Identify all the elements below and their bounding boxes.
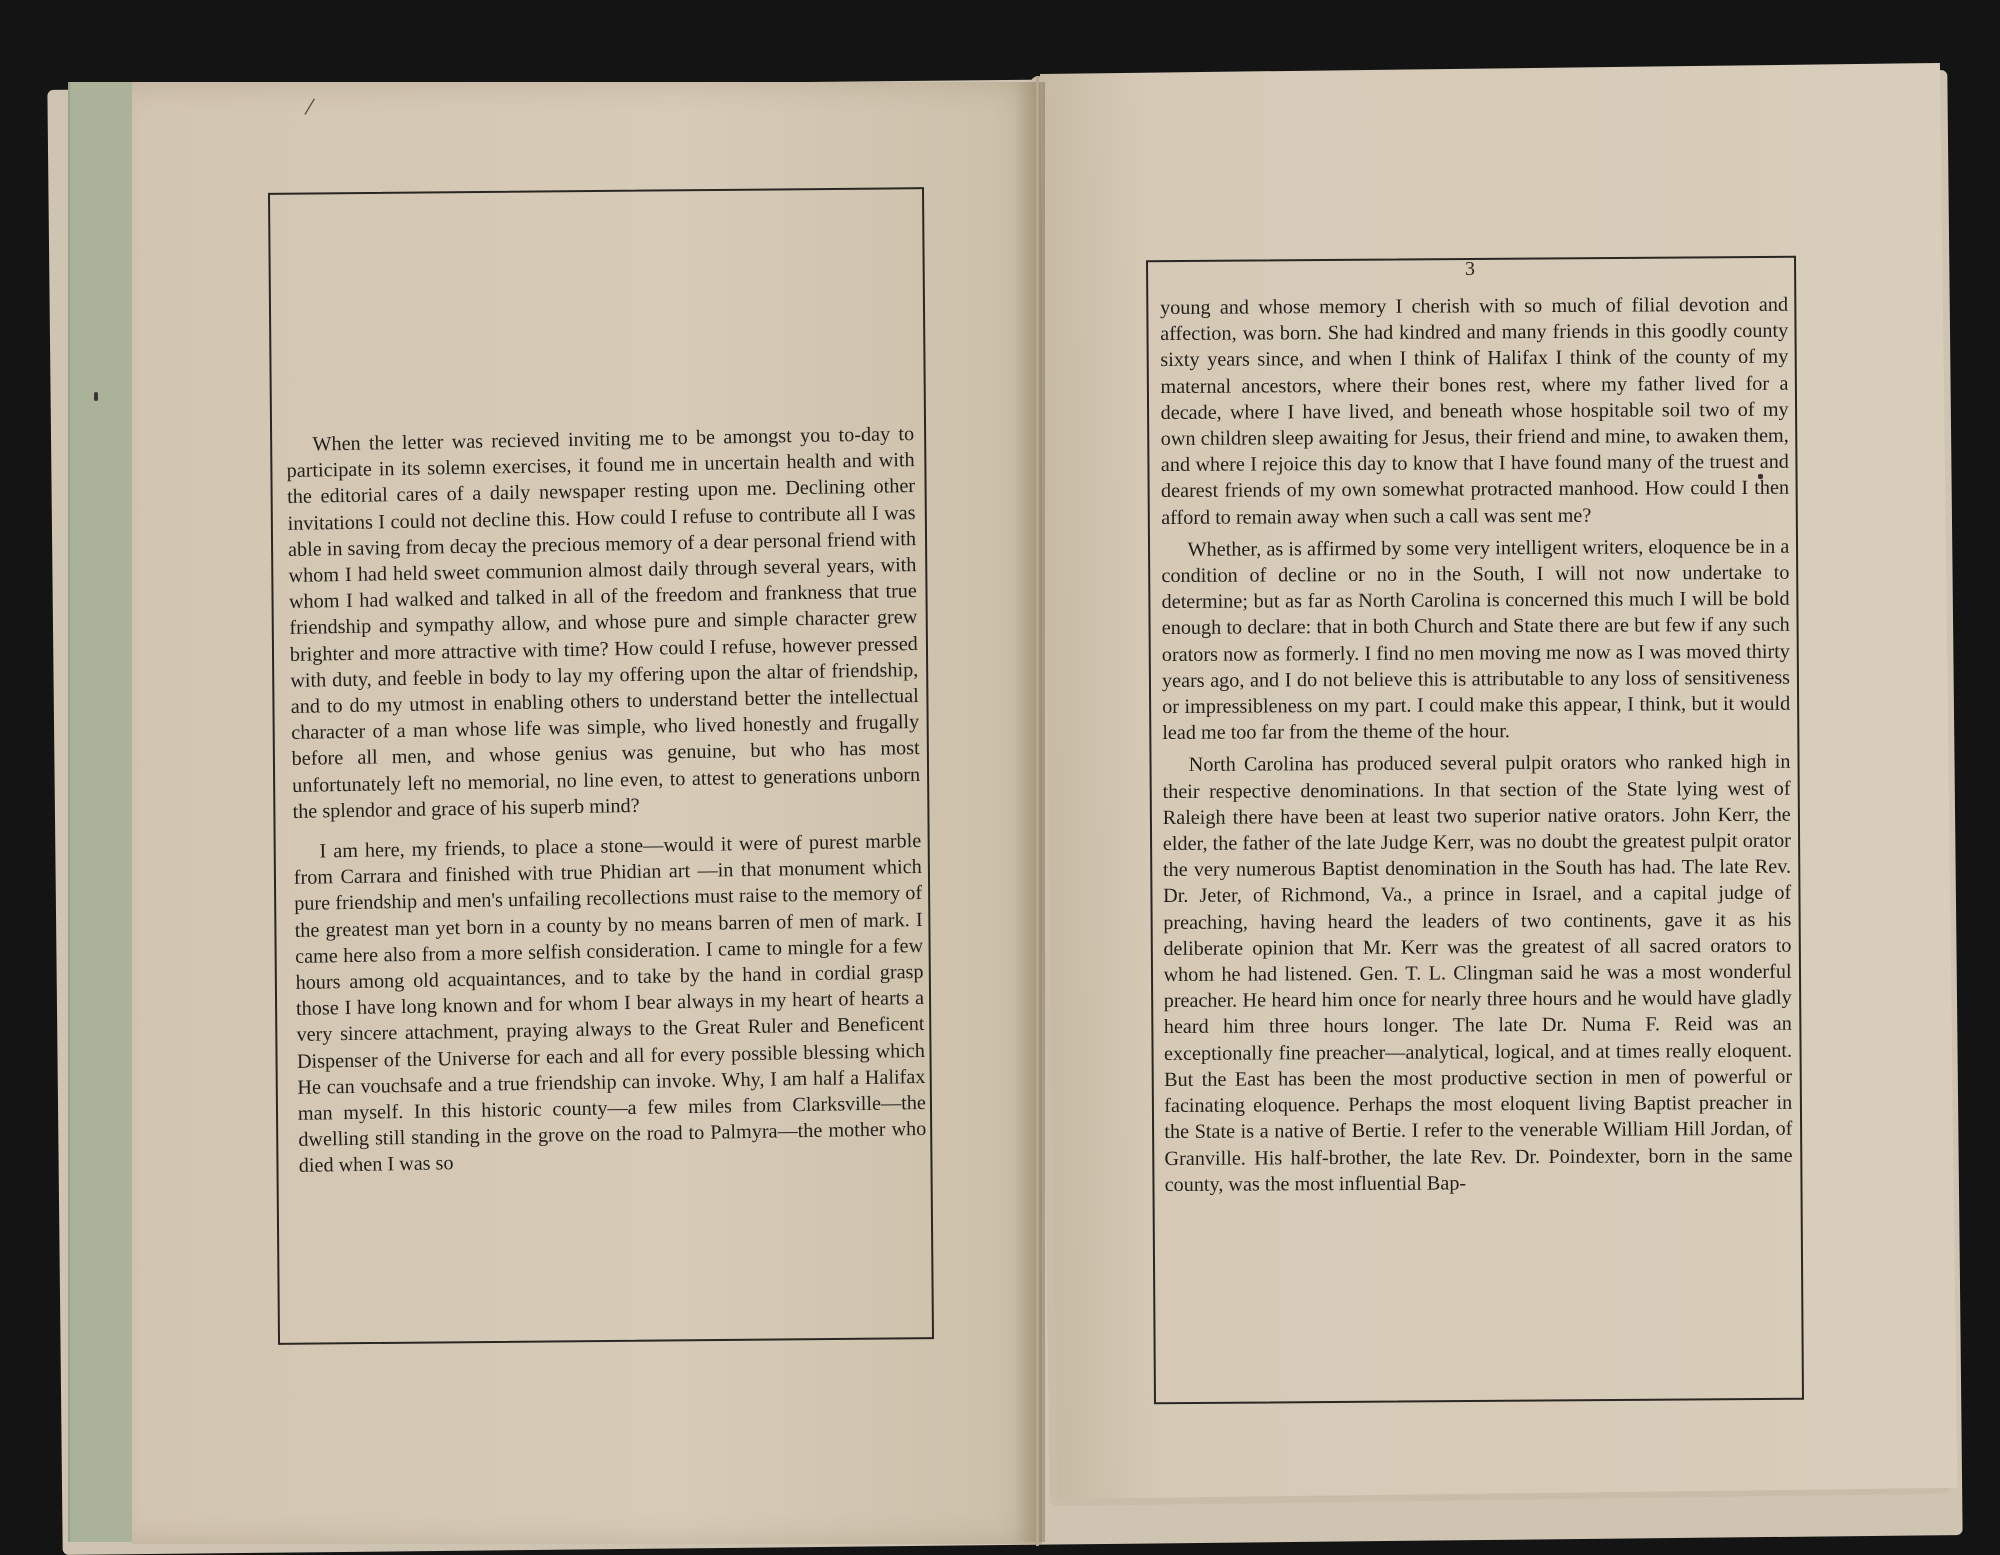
left-page-text [286, 421, 927, 1180]
paragraph: North Carolina has produced several pulpit orators who ranked high in their respective denominations. In that section of the State lying west of Raleigh there have been at least two superior native orators. John Kerr, the elder, the father of the late Judge Kerr, was no doubt the greatest pulpit orator the very numerous Baptist denomination in the South has had. The late Rev. Dr. Jeter, of Richmond, Va., a prince in Israel, and a capital judge of preaching, having heard the leaders of two continents, gave it as his deliberate opinion that Mr. Kerr was the greatest of all sacred orators to whom he had listened. Gen. T. L. Clingman said he was a most wonderful preacher. He heard him once for nearly three hours and he would have gladly heard him three hours longer. The late Dr. Numa F. Reid was an exceptionally fine preacher—analytical, logical, and at times really eloquent. But the East has been the most productive section in men of powerful or facinating eloquence. Perhaps the most eloquent living Baptist preacher in the State is a native of Bertie. I refer to the venerable William Hill Jordan, of Granville. His half-brother, the late Rev. Dr. Poindexter, born in the same county, was the most influential Bap- [1162, 751, 1793, 1196]
binding-strip [68, 82, 142, 1542]
gutter-fold [1036, 76, 1039, 1546]
ink-speck [94, 392, 98, 401]
paragraph: I am here, my friends, to place a stone—would it were of purest marble from Carrara and finished with true Phidian art —in that monument which pure friendship and men's unfailing recollections must raise to the memory of the greatest man yet born in a county by no means barren of men of mark. I came here also from a more selfish consideration. I came to mingle for a few hours among old acquaintances, and to take by the hand in cordial grasp those I have long known and for whom I bear always in my heart of hearts a very sincere attachment, praying always to the Great Ruler and Beneficent Dispenser of the Universe for each and all for every possible blessing which He can vouchsafe and a true friendship can invoke. Why, I am half a Halifax man myself. In this historic county—a few miles from Clarksville—the dwelling still standing in the grove on the road to Palmyra—the mother who died when I was so [293, 830, 927, 1178]
paragraph: Whether, as is affirmed by some very intelligent writers, eloquence be in a condition of decline or no in the South, I will not now undertake to determine; but as far as North Carolina is concerned this much I will be bold enough to declare: that in both Church and State there are but few if any such orators now as formerly. I find no men moving me now as I was moved thirty years ago, and I do not believe this is attributable to any loss of sensitiveness or impressibleness on my part. I could make this appear, I think, but it would lead me too far from the theme of the hour. [1161, 535, 1791, 745]
paragraph: young and whose memory I cherish with so much of filial devotion and affection, was born. She had kindred and many friends in this goodly county sixty years since, and when I think of Halifax I think of the county of my maternal ancestors, where their bones rest, where my father lived for a decade, where I have lived, and beneath whose hospitable soil two of my own children sleep awaiting for Jesus, their friend and mine, to awaken them, and where I rejoice this day to know that I have found many of the truest and dearest friends of my own somewhat protracted manhood. How could I then afford to remain away when such a call was sent me? [1160, 293, 1790, 529]
gutter-shadow [1015, 82, 1045, 1542]
page-number: 3 [1465, 258, 1475, 280]
pencil-mark: / [303, 91, 317, 122]
right-page-text [1160, 292, 1793, 1198]
paragraph: When the letter was recieved inviting me to be amongst you to-day to participate in its solemn exercises, it found me in uncertain health and with the editorial cares of a daily newspaper resting upon me. Declining other invitations I could not decline this. How could I refuse to contribute all I was able in saving from decay the precious memory of a dear personal friend with whom I had held sweet communion almost daily through several years, with whom I had walked and talked in all of the freedom and frankness that true friendship and sympathy allow, and whose pure and simple character grew brighter and more attractive with time? How could I refuse, however pressed with duty, and feeble in body to lay my offering upon the altar of friendship, and to do my utmost in enabling others to understand better the intellectual character of a man whose life was simple, who lived honestly and frugally before all men, and whose genius was genuine, but who has most unfortunately left no memorial, no line even, to attest to generations unborn the splendor and grace of his superb mind? [286, 423, 921, 823]
